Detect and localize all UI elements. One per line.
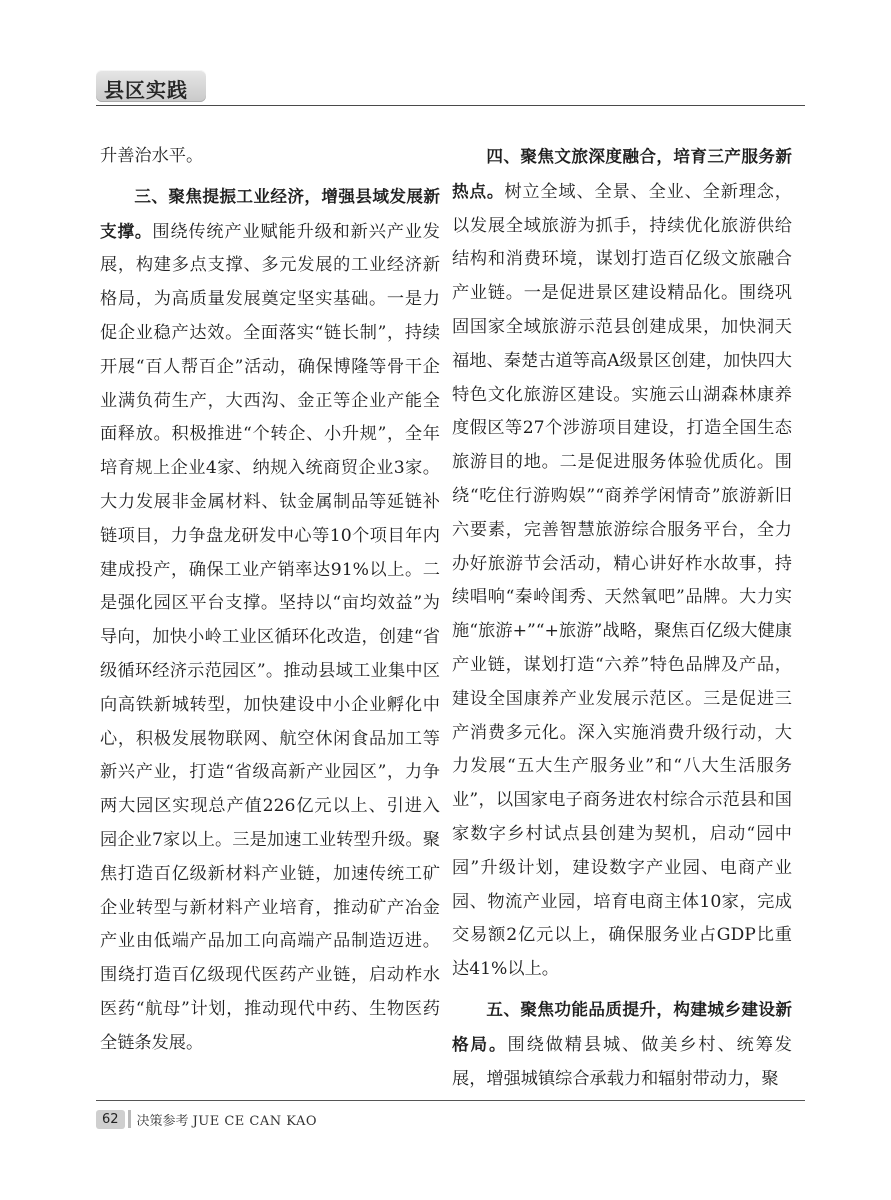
paragraph-body: 围绕传统产业赋能升级和新兴产业发展，构建多点支撑、多元发展的工业经济新格局，为高质量发展奠定坚实基础。一是力促企业稳产达效。全面落实“链长制”，持续开展“百人帮百企”活动，确保博隆等骨干企业满负荷生产，大西沟、金正等企业产能全面释放。积极推进“个转企、小升规”，全年培育规上企业4家、纳规入统商贸企业3家。大力发展非金属材料、钛金属制品等延链补链项目，力争盘龙研发中心等10个项目年内建成投产，确保工业产销率达91%以上。二是强化园区平台支撑。坚持以“亩均效益”为导向，加快小岭工业区循环化改造，创建“省级循环经济示范园区”。推动县域工业集中区向高铁新城转型，加快建设中小企业孵化中心，积极发展物联网、航空休闲食品加工等新兴产业，打造“省级高新产业园区”，力争两大园区实现总产值226亿元以上、引进入园企业7家以上。三是加速工业转型升级。聚焦打造百亿级新材料产业链，加速传统工矿企业转型与新材料产业培育，推动矿产冶金产业由低端产品加工向高端产品制造迈进。围绕打造百亿级现代医药产业链，启动柞水医药“航母”计划，推动现代中药、生物医药全链条发展。 [100,221,440,1053]
paragraph-body: 树立全域、全景、全业、全新理念，以发展全域旅游为抓手，持续优化旅游供给结构和消费环境，谋划打造百亿级文旅融合产业链。一是促进景区建设精品化。围绕巩固国家全域旅游示范县创建成果，加快洞天福地、秦楚古道等高A级景区创建，加快四大特色文化旅游区建设。实施云山湖森林康养度假区等27个涉游项目建设，打造全国生态旅游目的地。二是促进服务体验优质化。围绕“吃住行游购娱”“商养学闲情奇”旅游新旧六要素，完善智慧旅游综合服务平台，全力办好旅游节会活动，精心讲好柞水故事，持续唱响“秦岭闺秀、天然氧吧”品牌。大力实施“旅游+”“+旅游”战略，聚焦百亿级大健康产业链，谋划打造“六养”特色品牌及产品，建设全国康养产业发展示范区。三是促进三产消费多元化。深入实施消费升级行动，大力发展“五大生产服务业”和“八大生活服务业”，以国家电子商务进农村综合示范县和国家数字乡村试点县创建为契机，启动“园中园”升级计划，建设数字产业园、电商产业园、物流产业园，培育电商主体10家，完成交易额2亿元以上，确保服务业占GDP比重达41%以上。 [452,181,792,980]
page-footer [96,1108,317,1130]
section-heading-urban: 五、聚焦功能品质提升，构建城乡建设新格局。 [452,999,792,1054]
section-heading-industry: 三、聚焦提振工业经济，增强县域发展新支撑。 [100,186,440,241]
header-rule [96,105,805,106]
left-column [100,140,440,1067]
section-title: 县区实践 [104,78,188,102]
magazine-name [137,1110,317,1129]
paragraph-urban [452,993,792,1096]
paragraph-industry [100,180,440,1061]
page-header [0,0,891,120]
paragraph-tourism [452,140,792,987]
section-tag [96,70,206,102]
footer-rule [96,1100,805,1101]
section-heading-tourism: 四、聚焦文旅深度融合，培育三产服务新热点。 [452,147,792,201]
footer-divider [128,1110,131,1128]
magazine-name-cn: 决策参考 [136,1113,189,1129]
right-column [452,140,792,1102]
page-number: 62 [96,1110,125,1129]
paragraph-body: 围绕做精县城、做美乡村、统筹发展，增强城镇综合承载力和辐射带动力，聚 [452,1034,792,1089]
magazine-name-en: JUE CE CAN KAO [192,1113,317,1129]
paragraph-continuation: 升善治水平。 [100,146,204,166]
